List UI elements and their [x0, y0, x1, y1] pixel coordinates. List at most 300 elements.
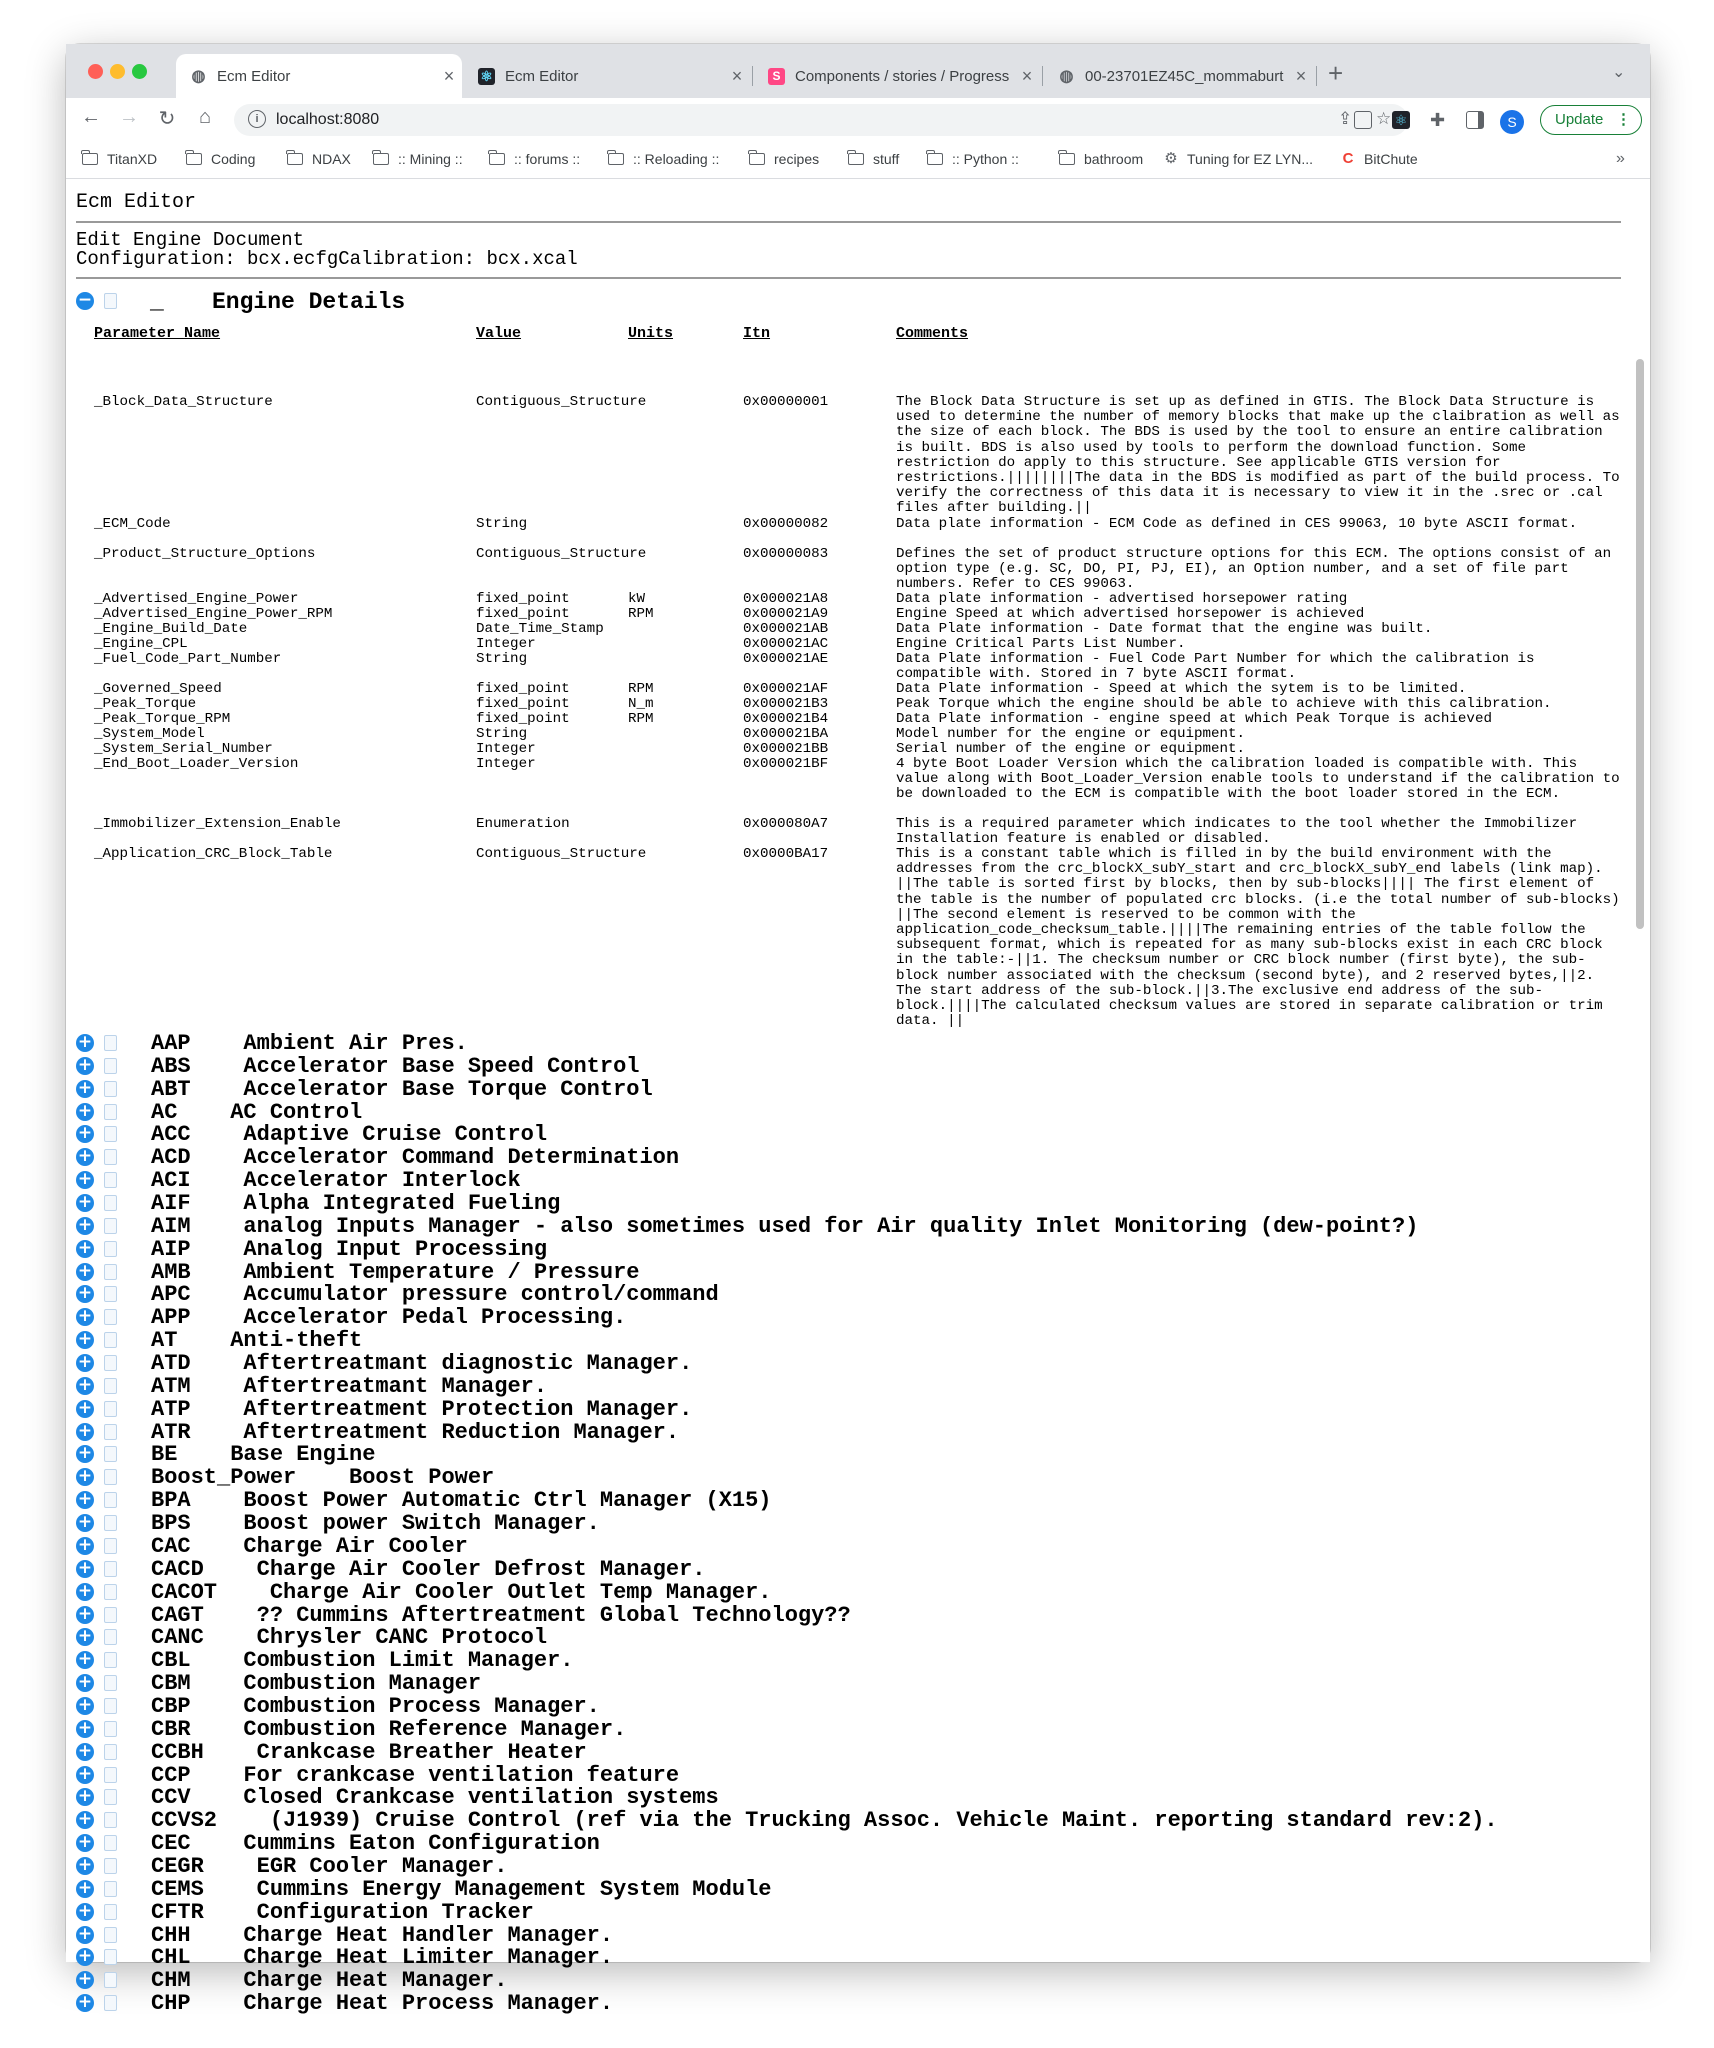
- browser-toolbar: [66, 98, 1650, 142]
- globe-icon: ◍: [191, 68, 206, 85]
- param-value[interactable]: Enumeration: [476, 816, 570, 832]
- document-icon[interactable]: [104, 1469, 117, 1485]
- divider: [76, 277, 1621, 279]
- param-comment: The Block Data Structure is set up as defined in GTIS. The Block Data Structure is used to determine the number of memory blocks that make up the claibration as well as the size of each block. The BDS is used by the tool to ensure an entire calibration is built. BDS is also used by tools to perform the download function. Some restriction do apply to this structure. See applicable GTIS version for restrictions.||||||||The data in the BDS is modified as part of the build process. To verify the correctness of this data it is necessary to view it in the .srec or .cal files after building.||: [896, 394, 1620, 517]
- document-icon[interactable]: [104, 1446, 117, 1462]
- param-units: N_m: [628, 696, 654, 712]
- param-comment: Data Plate information - Speed at which the sytem is to be limited.: [896, 681, 1467, 697]
- param-value[interactable]: String: [476, 651, 528, 667]
- expand-icon[interactable]: +: [77, 1146, 93, 1167]
- module-label: CEC Cummins Eaton Configuration: [151, 1831, 600, 1857]
- document-icon[interactable]: [104, 1835, 117, 1851]
- module-row[interactable]: [76, 1261, 1636, 1284]
- document-icon[interactable]: [104, 1881, 117, 1897]
- expand-icon[interactable]: +: [77, 1169, 93, 1190]
- expand-icon[interactable]: +: [77, 1077, 93, 1098]
- module-row[interactable]: [76, 1078, 1636, 1101]
- module-label: CCP For crankcase ventilation feature: [151, 1762, 680, 1788]
- more-bookmarks-button[interactable]: »: [1616, 150, 1625, 167]
- expand-icon[interactable]: +: [77, 1877, 93, 1898]
- expand-icon[interactable]: +: [77, 1443, 93, 1464]
- param-itn: 0x000021AC: [743, 636, 829, 652]
- tab-separator: [1316, 66, 1317, 86]
- param-value[interactable]: String: [476, 516, 528, 532]
- module-row[interactable]: [76, 1924, 1636, 1947]
- param-value[interactable]: String: [476, 726, 528, 742]
- column-header-units: Units: [628, 325, 674, 342]
- column-header-parameter-name: Parameter Name: [94, 325, 221, 342]
- module-label: ATM Aftertreatmant Manager.: [151, 1373, 548, 1399]
- module-label: CACD Charge Air Cooler Defrost Manager.: [151, 1556, 706, 1582]
- document-icon[interactable]: [104, 1401, 117, 1417]
- param-comment: Data plate information - ECM Code as defined in CES 99063, 10 byte ASCII format.: [896, 516, 1578, 532]
- expand-icon[interactable]: +: [77, 1466, 93, 1487]
- module-row[interactable]: [76, 1489, 1636, 1512]
- module-row[interactable]: [76, 1764, 1636, 1787]
- document-icon[interactable]: [104, 1675, 117, 1691]
- document-icon[interactable]: [104, 1812, 117, 1828]
- module-row[interactable]: [76, 1832, 1636, 1855]
- bookmark-label: :: forums ::: [514, 151, 581, 167]
- module-row[interactable]: [76, 1169, 1636, 1192]
- module-label: CCV Closed Crankcase ventilation systems: [151, 1785, 719, 1811]
- module-row[interactable]: [76, 1604, 1636, 1627]
- document-icon[interactable]: [104, 1309, 117, 1325]
- bookmark-tuning[interactable]: [1163, 151, 1313, 167]
- document-icon[interactable]: [104, 1332, 117, 1348]
- param-comment: Engine Speed at which advertised horsepower is achieved: [896, 606, 1365, 622]
- expand-icon[interactable]: +: [77, 1832, 93, 1853]
- param-units: RPM: [628, 711, 654, 727]
- bookmark-label: TitanXD: [107, 151, 158, 167]
- document-icon[interactable]: [104, 1607, 117, 1623]
- expand-icon[interactable]: +: [77, 1854, 93, 1875]
- side-panel-icon[interactable]: [1466, 111, 1484, 129]
- param-value[interactable]: fixed_point: [476, 606, 570, 622]
- expand-icon[interactable]: +: [77, 1054, 93, 1075]
- param-name: _Immobilizer_Extension_Enable: [94, 816, 341, 832]
- bookmark-titanxd[interactable]: [82, 151, 157, 167]
- folder-icon: [82, 153, 98, 165]
- param-itn: 0x000021B4: [743, 711, 829, 727]
- module-row[interactable]: [76, 1032, 1636, 1055]
- module-row[interactable]: [76, 1123, 1636, 1146]
- scrollbar-thumb[interactable]: [1636, 359, 1644, 929]
- zoom-window-button[interactable]: [132, 64, 147, 79]
- document-icon[interactable]: [104, 1584, 117, 1600]
- profile-avatar[interactable]: S: [1500, 110, 1524, 134]
- tab-storybook[interactable]: [754, 54, 1040, 98]
- expand-icon[interactable]: +: [77, 1717, 93, 1738]
- update-label: Update: [1555, 111, 1604, 128]
- expand-icon[interactable]: +: [77, 1740, 93, 1761]
- tab-ecm-editor-2[interactable]: [464, 54, 750, 98]
- module-row[interactable]: [76, 1718, 1636, 1741]
- module-label: AC AC Control: [151, 1099, 363, 1125]
- module-label: AAP Ambient Air Pres.: [151, 1031, 468, 1056]
- document-icon[interactable]: [104, 293, 117, 309]
- module-label: CHH Charge Heat Handler Manager.: [151, 1922, 614, 1948]
- tab-title: 00-23701EZ45C_mommaburt: [1085, 67, 1284, 85]
- param-comment: 4 byte Boot Loader Version which the calibration loaded is compatible with. This value along with Boot_Loader_Version enable tools to understand if the calibration to be downloaded to the ECM is compatible with the boot loader stored in the ECM.: [896, 756, 1620, 803]
- bookmark-label: :: Mining ::: [398, 151, 463, 167]
- expand-icon[interactable]: +: [77, 1032, 93, 1052]
- module-label: ACD Accelerator Command Determination: [151, 1145, 680, 1171]
- param-itn: 0x000021A9: [743, 606, 829, 622]
- folder-icon: [287, 153, 303, 165]
- expand-icon[interactable]: +: [77, 1992, 93, 2013]
- expand-icon[interactable]: +: [77, 1397, 93, 1418]
- module-row[interactable]: [76, 1238, 1636, 1261]
- module-row[interactable]: [76, 1306, 1636, 1329]
- bookmark-label: Tuning for EZ LYN...: [1187, 151, 1314, 167]
- expand-icon[interactable]: +: [77, 1329, 93, 1350]
- param-value[interactable]: Contiguous_Structure: [476, 546, 647, 562]
- expand-icon[interactable]: +: [77, 1123, 93, 1144]
- param-units: kW: [628, 591, 646, 607]
- document-icon[interactable]: [104, 1378, 117, 1394]
- folder-icon: [608, 153, 624, 165]
- folder-icon: [186, 153, 202, 165]
- document-icon[interactable]: [104, 1104, 117, 1120]
- expand-icon[interactable]: +: [77, 1100, 93, 1121]
- bookmark-label: stuff: [873, 151, 900, 167]
- document-icon[interactable]: [104, 1264, 117, 1280]
- globe-icon: ◍: [1059, 68, 1074, 85]
- module-label: AIF Alpha Integrated Fueling: [151, 1191, 561, 1217]
- param-name: _System_Model: [94, 726, 205, 742]
- bookmark-star-icon[interactable]: ☆: [1376, 109, 1392, 128]
- bookmark-ndax[interactable]: [287, 151, 351, 167]
- gear-icon: ⚙: [1164, 150, 1178, 167]
- param-value[interactable]: fixed_point: [476, 591, 570, 607]
- document-icon[interactable]: [104, 1355, 117, 1371]
- param-itn: 0x000021BF: [743, 756, 829, 772]
- module-row[interactable]: [76, 1672, 1636, 1695]
- expand-icon[interactable]: +: [77, 1260, 93, 1281]
- param-itn: 0x00000083: [743, 546, 829, 562]
- document-icon[interactable]: [104, 1949, 117, 1965]
- bookmark-forums[interactable]: [489, 151, 580, 167]
- module-label: CCBH Crankcase Breather Heater: [151, 1739, 587, 1765]
- bookmark-recipes[interactable]: [749, 151, 819, 167]
- document-icon[interactable]: [104, 1927, 117, 1943]
- module-label: CHM Charge Heat Manager.: [151, 1968, 508, 1994]
- home-button[interactable]: ⌂: [198, 106, 212, 128]
- tab-bar: [66, 44, 1650, 98]
- param-name: _Fuel_Code_Part_Number: [94, 651, 282, 667]
- bookmark-bathroom[interactable]: [1059, 151, 1143, 167]
- param-itn: 0x000021BB: [743, 741, 829, 757]
- document-icon[interactable]: [104, 1218, 117, 1234]
- bookmark-bitchute[interactable]: [1340, 151, 1418, 167]
- expand-icon[interactable]: +: [77, 1420, 93, 1441]
- module-row[interactable]: [76, 1786, 1636, 1809]
- param-units: RPM: [628, 681, 654, 697]
- folder-icon: [373, 153, 389, 165]
- expand-icon[interactable]: +: [77, 1809, 93, 1830]
- expand-icon[interactable]: +: [77, 1283, 93, 1304]
- react-devtools-icon[interactable]: ⚛: [1392, 111, 1410, 129]
- param-value[interactable]: Integer: [476, 636, 536, 652]
- module-row[interactable]: [76, 1283, 1636, 1306]
- module-label: ATD Aftertreatmant diagnostic Manager.: [151, 1351, 693, 1377]
- divider: [76, 221, 1621, 223]
- close-tab-icon[interactable]: ×: [443, 65, 455, 86]
- module-row[interactable]: [76, 1375, 1636, 1398]
- module-row[interactable]: [76, 1969, 1636, 1992]
- module-row[interactable]: [76, 1992, 1636, 2015]
- module-row[interactable]: [76, 1535, 1636, 1558]
- module-row[interactable]: [76, 1558, 1636, 1581]
- document-icon[interactable]: [104, 1721, 117, 1737]
- document-icon[interactable]: [104, 1149, 117, 1165]
- module-row[interactable]: [76, 1741, 1636, 1764]
- module-label: CBP Combustion Process Manager.: [151, 1693, 600, 1719]
- close-tab-icon[interactable]: ×: [1021, 65, 1033, 86]
- param-name: _Peak_Torque: [94, 696, 197, 712]
- url-text[interactable]: localhost:8080: [276, 111, 380, 128]
- expand-icon[interactable]: +: [77, 1649, 93, 1670]
- module-label: ACI Accelerator Interlock: [151, 1168, 521, 1194]
- param-name: _Engine_CPL: [94, 636, 188, 652]
- react-icon: ⚛: [478, 68, 495, 85]
- update-button[interactable]: [1540, 105, 1642, 135]
- document-icon[interactable]: [104, 1172, 117, 1188]
- module-row[interactable]: [76, 1146, 1636, 1169]
- module-row[interactable]: [76, 1215, 1636, 1238]
- document-icon[interactable]: [104, 1652, 117, 1668]
- configuration-label: Configuration: bcx.ecfgCalibration: bcx.xcal: [76, 248, 578, 270]
- document-icon[interactable]: [104, 1515, 117, 1531]
- document-icon[interactable]: [104, 1241, 117, 1257]
- document-icon[interactable]: [104, 1858, 117, 1874]
- bookmark-mining[interactable]: [373, 151, 463, 167]
- bookmark-reloading[interactable]: [608, 151, 719, 167]
- param-value[interactable]: fixed_point: [476, 711, 570, 727]
- module-row[interactable]: [76, 1581, 1636, 1604]
- bookmark-label: recipes: [774, 151, 820, 167]
- document-icon[interactable]: [104, 1972, 117, 1988]
- reload-button[interactable]: ↻: [158, 108, 176, 130]
- expand-icon[interactable]: +: [77, 1923, 93, 1944]
- module-row[interactable]: [76, 1649, 1636, 1672]
- param-comment: Data Plate information - engine speed at which Peak Torque is achieved: [896, 711, 1492, 727]
- tab-title: Ecm Editor: [217, 67, 291, 85]
- module-row[interactable]: [76, 1329, 1636, 1352]
- expand-icon[interactable]: +: [77, 1580, 93, 1601]
- column-header-comments: Comments: [896, 325, 969, 342]
- param-value[interactable]: fixed_point: [476, 681, 570, 697]
- expand-icon[interactable]: +: [77, 1786, 93, 1807]
- expand-icon[interactable]: +: [77, 1192, 93, 1213]
- param-value[interactable]: Integer: [476, 756, 536, 772]
- module-label: APC Accumulator pressure control/command: [151, 1282, 719, 1308]
- document-icon[interactable]: [104, 1561, 117, 1577]
- param-name: _Peak_Torque_RPM: [94, 711, 231, 727]
- bookmark-stuff[interactable]: [848, 151, 899, 167]
- document-icon[interactable]: [104, 1904, 117, 1920]
- expand-icon[interactable]: +: [77, 1352, 93, 1373]
- expand-icon[interactable]: +: [77, 1694, 93, 1715]
- document-icon[interactable]: [104, 1424, 117, 1440]
- back-button[interactable]: ←: [81, 106, 101, 128]
- module-label: CEGR EGR Cooler Manager.: [151, 1853, 508, 1879]
- tab-mommaburt[interactable]: [1044, 54, 1314, 98]
- param-comment: Defines the set of product structure options for this ECM. The options consist of an option type (e.g. SC, DO, PI, PJ, EI), an Option number, and a set of file part numbers. Refer to CES 99063.: [896, 546, 1612, 593]
- expand-icon[interactable]: +: [77, 1237, 93, 1258]
- module-label: BE Base Engine: [151, 1442, 376, 1468]
- expand-icon[interactable]: +: [77, 1763, 93, 1784]
- param-itn: 0x000021A8: [743, 591, 829, 607]
- expand-icon[interactable]: +: [77, 1214, 93, 1235]
- module-row[interactable]: [76, 1695, 1636, 1718]
- document-header: [76, 231, 578, 269]
- module-label: Boost_Power Boost Power: [151, 1465, 495, 1491]
- forward-button[interactable]: →: [119, 106, 139, 128]
- bookmark-label: NDAX: [312, 151, 351, 167]
- document-icon[interactable]: [104, 1767, 117, 1783]
- document-icon[interactable]: [104, 1195, 117, 1211]
- folder-icon: [489, 153, 505, 165]
- document-icon[interactable]: [104, 1995, 117, 2011]
- module-row[interactable]: [76, 1055, 1636, 1078]
- module-label: AIP Analog Input Processing: [151, 1236, 548, 1262]
- module-label: CCVS2 (J1939) Cruise Control (ref via the Trucking Assoc. Vehicle Maint. reporting standard rev:2).: [151, 1808, 1498, 1834]
- param-comment: Data Plate information - Fuel Code Part Number for which the calibration is compatible with. Stored in 7 byte ASCII format.: [896, 651, 1535, 683]
- address-bar[interactable]: [234, 104, 1408, 136]
- param-value[interactable]: fixed_point: [476, 696, 570, 712]
- module-label: ABS Accelerator Base Speed Control: [151, 1053, 640, 1079]
- browser-window: [66, 44, 1650, 2017]
- expand-icon[interactable]: +: [77, 1672, 93, 1693]
- module-label: ABT Accelerator Base Torque Control: [151, 1076, 653, 1102]
- expand-icon[interactable]: +: [77, 1626, 93, 1647]
- document-icon[interactable]: [104, 1058, 117, 1074]
- param-value[interactable]: Contiguous_Structure: [476, 846, 647, 862]
- tab-separator: [752, 66, 753, 86]
- document-icon[interactable]: [104, 1286, 117, 1302]
- param-value[interactable]: Date_Time_Stamp: [476, 621, 604, 637]
- module-row[interactable]: [76, 1466, 1636, 1489]
- module-label: CBL Combustion Limit Manager.: [151, 1648, 574, 1674]
- module-label: AT Anti-theft: [151, 1328, 363, 1354]
- module-row[interactable]: [76, 1512, 1636, 1535]
- document-icon[interactable]: [104, 1492, 117, 1508]
- document-icon[interactable]: [104, 1789, 117, 1805]
- param-itn: 0x000021B3: [743, 696, 829, 712]
- module-label: BPA Boost Power Automatic Ctrl Manager (X15): [151, 1488, 772, 1514]
- document-icon[interactable]: [104, 1698, 117, 1714]
- minimize-window-button[interactable]: [110, 64, 125, 79]
- document-icon[interactable]: [104, 1629, 117, 1645]
- close-window-button[interactable]: [88, 64, 103, 79]
- module-label: ATR Aftertreatment Reduction Manager.: [151, 1419, 680, 1445]
- expand-icon[interactable]: +: [77, 1306, 93, 1327]
- storybook-icon: S: [768, 68, 785, 85]
- param-itn: 0x000021AF: [743, 681, 829, 697]
- tab-search-icon[interactable]: ⌄: [1612, 64, 1626, 81]
- module-row[interactable]: [76, 1443, 1636, 1466]
- new-tab-button[interactable]: +: [1328, 58, 1344, 88]
- param-value[interactable]: Integer: [476, 741, 536, 757]
- module-row[interactable]: [76, 1901, 1636, 1924]
- tab-title: Components / stories / Progress: [795, 67, 1010, 85]
- site-info-icon[interactable]: i: [248, 110, 266, 128]
- document-icon[interactable]: [104, 1126, 117, 1142]
- param-units: RPM: [628, 606, 654, 622]
- expand-icon[interactable]: +: [77, 1512, 93, 1533]
- document-icon[interactable]: [104, 1035, 117, 1051]
- param-comment: This is a required parameter which indicates to the tool whether the Immobilizer Installation feature is enabled or disabled.: [896, 816, 1578, 848]
- expand-icon[interactable]: +: [77, 1374, 93, 1395]
- param-name: _Product_Structure_Options: [94, 546, 316, 562]
- module-row[interactable]: [76, 1421, 1636, 1444]
- document-icon[interactable]: [104, 1538, 117, 1554]
- expand-icon[interactable]: +: [77, 1946, 93, 1967]
- param-value[interactable]: Contiguous_Structure: [476, 394, 647, 410]
- bookmark-label: :: Reloading ::: [633, 151, 720, 167]
- folder-icon: [927, 153, 943, 165]
- module-row[interactable]: [76, 1192, 1636, 1215]
- section-underscore: _: [150, 289, 164, 315]
- folder-icon: [848, 153, 864, 165]
- extensions-puzzle-icon[interactable]: ✚: [1430, 110, 1446, 130]
- param-name: _Advertised_Engine_Power: [94, 591, 299, 607]
- expand-icon[interactable]: +: [77, 1603, 93, 1624]
- module-row[interactable]: [76, 1101, 1636, 1124]
- module-label: BPS Boost power Switch Manager.: [151, 1511, 600, 1537]
- bookmark-coding[interactable]: [186, 151, 255, 167]
- module-row[interactable]: [76, 1352, 1636, 1375]
- close-tab-icon[interactable]: ×: [731, 65, 743, 86]
- column-header-value: Value: [476, 325, 522, 342]
- bitchute-icon: C: [1342, 150, 1354, 167]
- module-row[interactable]: [76, 1855, 1636, 1878]
- page-content: [66, 179, 1650, 2017]
- bookmark-label: BitChute: [1364, 151, 1418, 167]
- expand-icon[interactable]: +: [77, 1489, 93, 1510]
- more-menu-icon: ⋮: [1616, 111, 1631, 128]
- expand-icon[interactable]: +: [77, 1900, 93, 1921]
- param-itn: 0x000021AE: [743, 651, 829, 667]
- param-comment: Data Plate information - Date format that the engine was built.: [896, 621, 1433, 637]
- expand-icon[interactable]: +: [77, 1534, 93, 1555]
- tab-title: Ecm Editor: [505, 67, 579, 85]
- param-comment: This is a constant table which is filled in by the build environment with the addresses from the crc_blockX_subY_start and crc_blockX_subY_end labels (link map). ||The table is sorted first by blocks, then by sub-blocks|||| The first element of the table is the number of populated crc blocks. (i.e the total number of sub-blocks) ||The second element is reserved to be common with the application_code_checksum_table.||||The remaining entries of the table follow the subsequent format, which is repeated for as many sub-blocks exist in each CRC block in the table:-||1. The checksum number or CRC block number (first byte), the sub-block number associated with the checksum (second byte), and 2 reserved bytes,||2. The start address of the sub-block.||3.The exclusive end address of the sub-block.||||The calculated checksum values are stored in separate calibration or trim data. ||: [896, 846, 1620, 1030]
- collapse-icon[interactable]: −: [77, 290, 93, 310]
- extension-sheet-icon[interactable]: [1354, 111, 1372, 129]
- module-label: CAC Charge Air Cooler: [151, 1533, 468, 1559]
- document-title: Edit Engine Document: [76, 229, 305, 251]
- module-row[interactable]: [76, 1398, 1636, 1421]
- expand-icon[interactable]: +: [77, 1969, 93, 1990]
- folder-icon: [1059, 153, 1075, 165]
- bookmark-python[interactable]: [927, 151, 1019, 167]
- column-header-itn: Itn: [743, 325, 771, 342]
- module-row[interactable]: [76, 1946, 1636, 1969]
- module-label: CANC Chrysler CANC Protocol: [151, 1625, 548, 1651]
- tab-ecm-editor-1[interactable]: [176, 54, 462, 98]
- close-tab-icon[interactable]: ×: [1295, 65, 1307, 86]
- share-icon[interactable]: ⇪: [1338, 109, 1353, 128]
- module-row[interactable]: [76, 1809, 1636, 1832]
- document-icon[interactable]: [104, 1081, 117, 1097]
- document-icon[interactable]: [104, 1744, 117, 1760]
- expand-icon[interactable]: +: [77, 1557, 93, 1578]
- module-row[interactable]: [76, 1878, 1636, 1901]
- module-row[interactable]: [76, 1626, 1636, 1649]
